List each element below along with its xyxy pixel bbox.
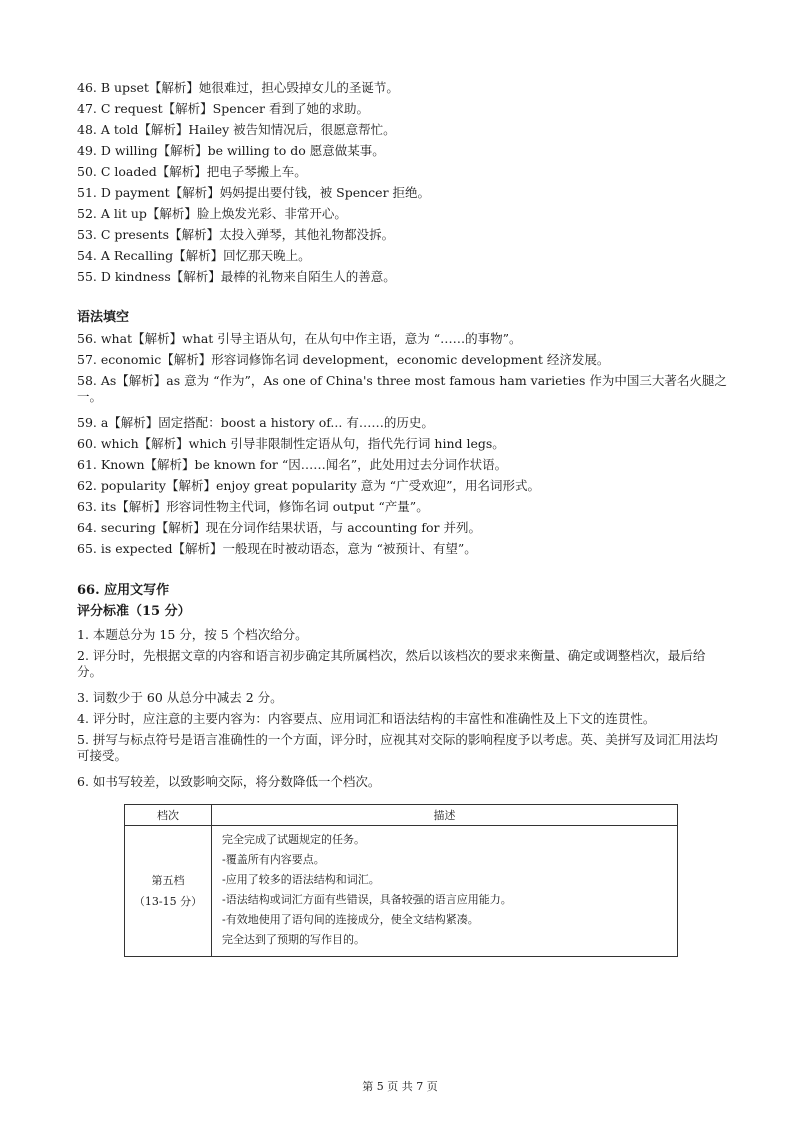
description-line: 完全完成了试题规定的任务。 — [222, 833, 365, 846]
description-line: -有效地使用了语句间的连接成分，使全文结构紧凑。 — [222, 913, 479, 926]
description-cell — [212, 826, 678, 957]
answer-48: 48. A told【解析】Hailey 被告知情况后，很愿意帮忙。 — [77, 122, 396, 137]
grade-name: 第五档 — [151, 874, 185, 887]
answer-52: 52. A lit up【解析】脸上焕发光彩、非常开心。 — [77, 206, 347, 221]
description-line: 完全达到了预期的写作目的。 — [222, 933, 365, 946]
answer-59: 59. a【解析】固定搭配：boost a history of... 有……的历史。 — [77, 415, 434, 430]
answer-58: 58. As【解析】as 意为 “作为”，As one of China's three most famous ham varieties 作为中国三大著名火腿之一。 — [77, 373, 727, 404]
answer-65: 65. is expected【解析】一般现在时被动语态，意为 “被预计、有望”。 — [77, 541, 477, 556]
answer-50: 50. C loaded【解析】把电子琴搬上车。 — [77, 164, 307, 179]
criterion-1: 1. 本题总分为 15 分，按 5 个档次给分。 — [77, 627, 308, 642]
description-line: -覆盖所有内容要点。 — [222, 853, 325, 866]
answer-47: 47. C request【解析】Spencer 看到了她的求助。 — [77, 101, 370, 116]
answer-64: 64. securing【解析】现在分词作结果状语，与 accounting for 并列。 — [77, 520, 481, 535]
criteria-heading: 评分标准（15 分） — [77, 604, 191, 619]
writing-heading: 66. 应用文写作 — [77, 583, 170, 598]
answer-46: 46. B upset【解析】她很难过，担心毁掉女儿的圣诞节。 — [77, 80, 399, 95]
grammar-heading: 语法填空 — [77, 310, 130, 325]
answer-56: 56. what【解析】what 引导主语从句，在从句中作主语，意为 “……的事物”。 — [77, 331, 522, 346]
answer-63: 63. its【解析】形容词性物主代词，修饰名词 output “产量”。 — [77, 499, 429, 514]
table-row — [125, 826, 678, 957]
page-footer: 第 5 页 共 7 页 — [362, 1080, 438, 1093]
description-line: -语法结构或词汇方面有些错误，具备较强的语言应用能力。 — [222, 893, 512, 906]
criterion-3: 3. 词数少于 60 从总分中减去 2 分。 — [77, 690, 283, 705]
answer-55: 55. D kindness【解析】最棒的礼物来自陌生人的善意。 — [77, 269, 396, 284]
answer-49: 49. D willing【解析】be willing to do 愿意做某事。 — [77, 143, 385, 158]
criterion-5: 5. 拼写与标点符号是语言准确性的一个方面，评分时，应视其对交际的影响程度予以考虑。英、美拼写及词汇用法均可接受。 — [77, 732, 718, 763]
grade-range: （13-15 分） — [133, 895, 203, 908]
table-header-row — [125, 805, 678, 826]
scoring-table — [124, 804, 678, 957]
criterion-2: 2. 评分时，先根据文章的内容和语言初步确定其所属档次，然后以该档次的要求来衡量、确定或调整档次，最后给分。 — [77, 648, 706, 679]
description-line: -应用了较多的语法结构和词汇。 — [222, 873, 380, 886]
answer-53: 53. C presents【解析】太投入弹琴，其他礼物都没拆。 — [77, 227, 395, 242]
answer-60: 60. which【解析】which 引导非限制性定语从句，指代先行词 hind legs。 — [77, 436, 505, 451]
answer-51: 51. D payment【解析】妈妈提出要付钱，被 Spencer 拒绝。 — [77, 185, 431, 200]
description-column-header: 描述 — [212, 805, 678, 826]
answer-62: 62. popularity【解析】enjoy great popularity 意为 “广受欢迎”，用名词形式。 — [77, 478, 540, 493]
answer-61: 61. Known【解析】be known for “因……闻名”，此处用过去分词作状语。 — [77, 457, 508, 472]
criterion-6: 6. 如书写较差，以致影响交际，将分数降低一个档次。 — [77, 774, 381, 789]
grade-cell — [125, 826, 212, 957]
grade-column-header: 档次 — [125, 805, 212, 826]
answer-54: 54. A Recalling【解析】回忆那天晚上。 — [77, 248, 311, 263]
criterion-4: 4. 评分时，应注意的主要内容为：内容要点、应用词汇和语法结构的丰富性和准确性及上下文的连贯性。 — [77, 711, 656, 726]
answer-57: 57. economic【解析】形容词修饰名词 development，economic development 经济发展。 — [77, 352, 610, 367]
